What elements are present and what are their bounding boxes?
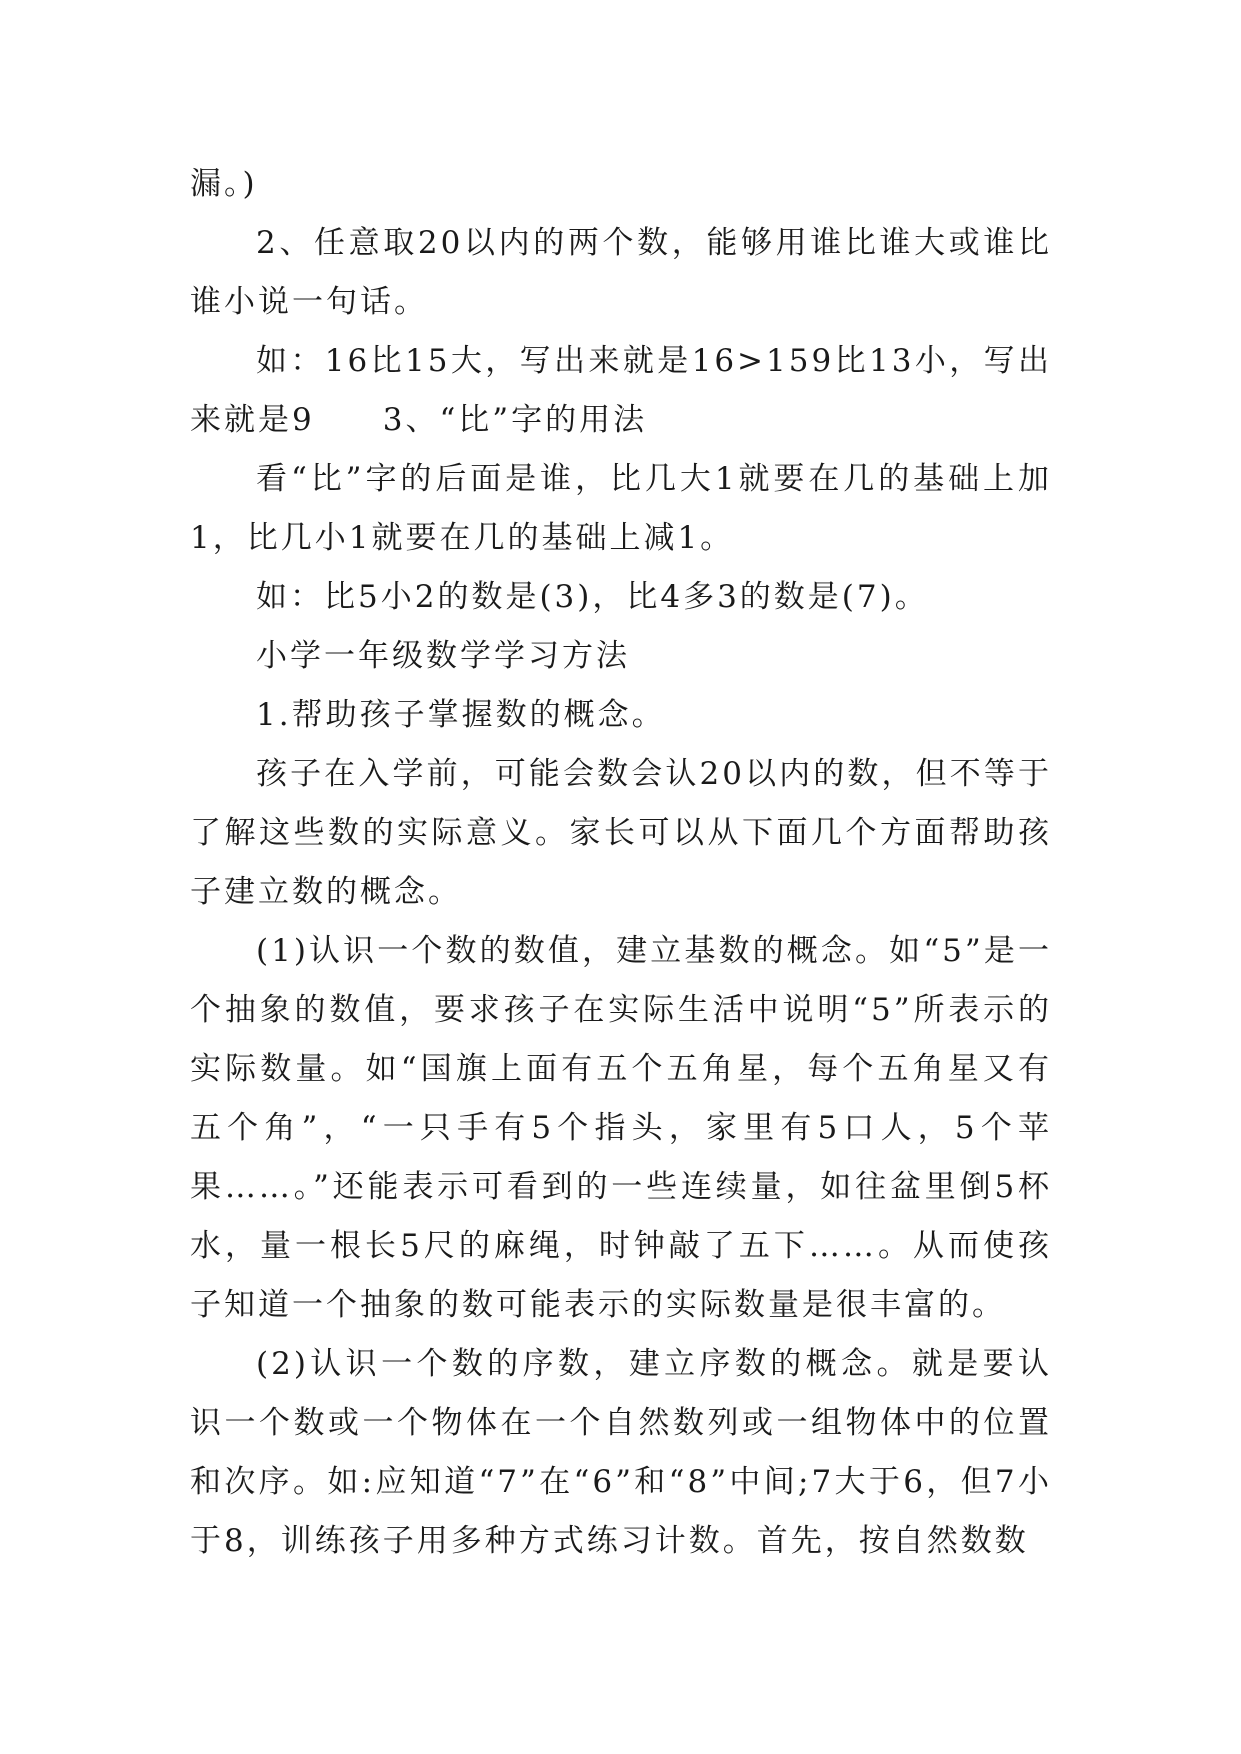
subsection-heading: 1.帮助孩子掌握数的概念。 [256, 697, 666, 733]
paragraph: 2、任意取20以内的两个数，能够用谁比谁大或谁比谁小说一句话。 [190, 225, 1052, 320]
paragraph: (2)认识一个数的序数，建立序数的概念。就是要认识一个数或一个物体在一个自然数列或一组物体中的位置和次序。如:应知道“7”在“6”和“8”中间;7大于6，但7小于8，训练孩子用多种方式练习计数。首先，按自然数数 [190, 1346, 1052, 1559]
paragraph: 如：比5小2的数是(3)，比4多3的数是(7)。 [256, 579, 929, 615]
section-heading: 小学一年级数学学习方法 [256, 638, 630, 674]
paragraph: 看“比”字的后面是谁，比几大1就要在几的基础上加1，比几小1就要在几的基础上减1。 [190, 461, 1052, 556]
document-body [190, 155, 1052, 1571]
paragraph: 孩子在入学前，可能会数会认20以内的数，但不等于了解这些数的实际意义。家长可以从下面几个方面帮助孩子建立数的概念。 [190, 756, 1052, 910]
paragraph: (1)认识一个数的数值，建立基数的概念。如“5”是一个抽象的数值，要求孩子在实际生活中说明“5”所表示的实际数量。如“国旗上面有五个五角星，每个五角星又有五个角”，“一只手有5个指头，家里有5口人，5个苹果……。”还能表示可看到的一些连续量，如往盆里倒5杯水，量一根长5尺的麻绳，时钟敲了五下……。从而使孩子知道一个抽象的数可能表示的实际数量是很丰富的。 [190, 933, 1052, 1323]
paragraph: 如：16比15大，写出来就是16>159比13小，写出来就是9 3、“比”字的用法 [190, 343, 1052, 438]
paragraph: 漏。) [190, 166, 258, 202]
